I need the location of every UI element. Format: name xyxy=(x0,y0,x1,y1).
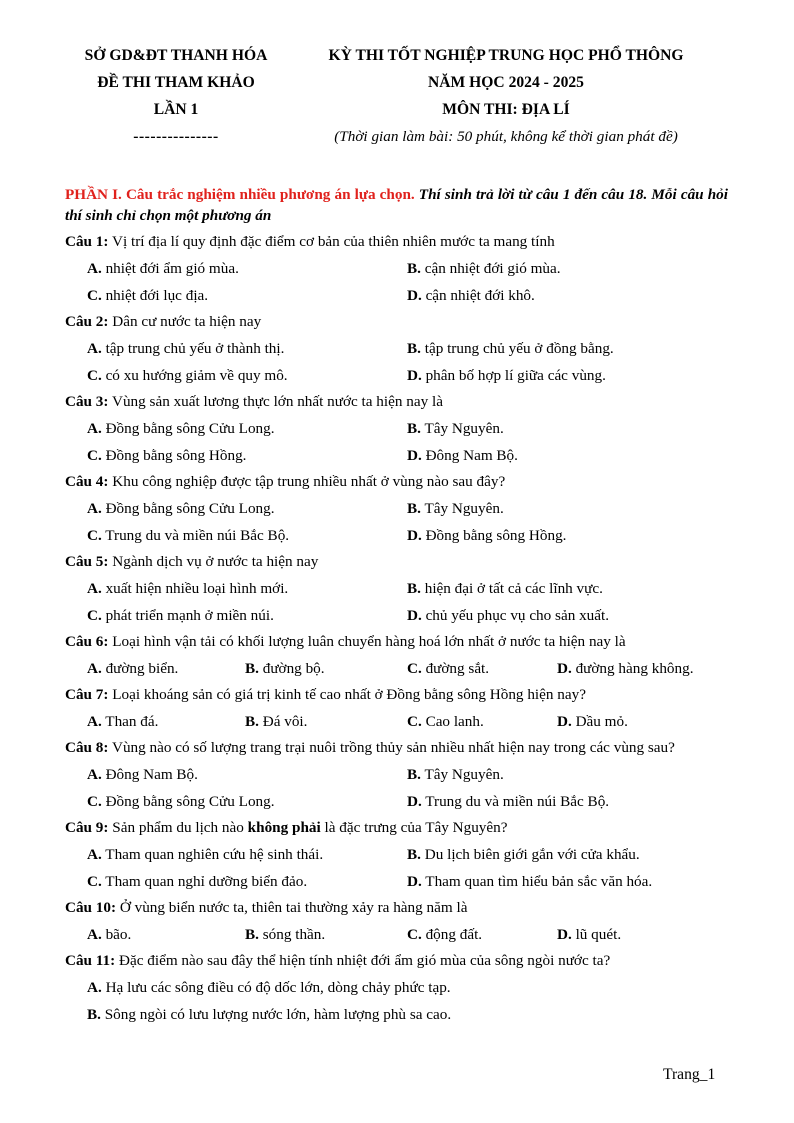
question-3: Câu 3: Vùng sản xuất lương thực lớn nhất nước ta hiện nay là xyxy=(65,393,443,410)
option-c[interactable]: C. nhiệt đới lục địa. xyxy=(87,287,209,304)
option-b[interactable]: B. đường bộ. xyxy=(245,660,325,677)
question-7: Câu 7: Loại khoáng sản có giá trị kinh tế cao nhất ở Đồng bằng sông Hồng hiện nay? xyxy=(65,686,586,703)
option-b[interactable]: B. Tây Nguyên. xyxy=(407,766,504,783)
exam-title: KỲ THI TỐT NGHIỆP TRUNG HỌC PHỔ THÔNG xyxy=(328,47,684,64)
answer-row xyxy=(65,655,728,682)
answer-row xyxy=(65,362,728,389)
option-b[interactable]: B. Tây Nguyên. xyxy=(407,500,504,517)
department-name: SỞ GD&ĐT THANH HÓA xyxy=(84,47,268,64)
option-b[interactable]: B. Sông ngòi có lưu lượng nước lớn, hàm lượng phù sa cao. xyxy=(87,1006,452,1023)
exam-type: ĐỀ THI THAM KHẢO xyxy=(97,74,255,91)
option-c[interactable]: C. Đồng bằng sông Hồng. xyxy=(87,447,247,464)
option-a[interactable]: A. Than đá. xyxy=(87,713,159,730)
exam-header xyxy=(0,47,794,155)
question-9: Câu 9: Sản phẩm du lịch nào không phải là đặc trưng của Tây Nguyên? xyxy=(65,819,508,836)
option-b[interactable]: B. hiện đại ở tất cả các lĩnh vực. xyxy=(407,580,603,597)
option-c[interactable]: C. Đồng bằng sông Cửu Long. xyxy=(87,793,275,810)
question-5: Câu 5: Ngành dịch vụ ở nước ta hiện nay xyxy=(65,553,319,570)
option-b[interactable]: B. cận nhiệt đới gió mùa. xyxy=(407,260,561,277)
answer-row xyxy=(65,974,728,1001)
school-year: NĂM HỌC 2024 - 2025 xyxy=(428,74,584,91)
answer-row xyxy=(65,282,728,309)
answer-row xyxy=(65,761,728,788)
answer-row xyxy=(65,255,728,282)
option-a[interactable]: A. Đồng bằng sông Cửu Long. xyxy=(87,420,275,437)
option-c[interactable]: C. phát triển mạnh ở miền núi. xyxy=(87,607,274,624)
question-10: Câu 10: Ở vùng biển nước ta, thiên tai thường xảy ra hàng năm là xyxy=(65,899,468,916)
subject: MÔN THI: ĐỊA LÍ xyxy=(442,101,570,118)
option-c[interactable]: C. đường sắt. xyxy=(407,660,490,677)
option-d[interactable]: D. đường hàng không. xyxy=(557,660,694,677)
option-a[interactable]: A. xuất hiện nhiều loại hình mới. xyxy=(87,580,289,597)
answer-row xyxy=(65,442,728,469)
option-d[interactable]: D. Dầu mỏ. xyxy=(557,713,628,730)
part-instruction: Thí sinh trả lời từ câu 1 đến câu 18. Mỗi câu hỏi thí sinh chỉ chọn một phương án xyxy=(65,186,728,224)
option-a[interactable]: A. Đông Nam Bộ. xyxy=(87,766,198,783)
part-title: PHẦN I. Câu trắc nghiệm nhiều phương án lựa chọn. xyxy=(65,186,415,203)
option-a[interactable]: A. đường biển. xyxy=(87,660,179,677)
exam-round: LẦN 1 xyxy=(153,101,199,118)
option-d[interactable]: D. phân bố hợp lí giữa các vùng. xyxy=(407,367,606,384)
part-heading xyxy=(65,184,728,226)
option-c[interactable]: C. Cao lanh. xyxy=(407,713,484,730)
option-d[interactable]: D. Tham quan tìm hiểu bản sắc văn hóa. xyxy=(407,873,653,890)
question-1: Câu 1: Vị trí địa lí quy định đặc điểm cơ bản của thiên nhiên mước ta mang tính xyxy=(65,233,555,250)
option-a[interactable]: A. bão. xyxy=(87,926,132,943)
question-8: Câu 8: Vùng nào có số lượng trang trại nuôi trồng thủy sản nhiều nhất hiện nay trong các vùng sau? xyxy=(65,739,675,756)
answer-row xyxy=(65,575,728,602)
option-c[interactable]: C. Trung du và miền núi Bắc Bộ. xyxy=(87,527,290,544)
option-a[interactable]: A. Hạ lưu các sông điều có độ dốc lớn, dòng chảy phức tạp. xyxy=(87,979,451,996)
option-b[interactable]: B. Tây Nguyên. xyxy=(407,420,504,437)
option-b[interactable]: B. Du lịch biên giới gắn với cửa khẩu. xyxy=(407,846,640,863)
time-note: (Thời gian làm bài: 50 phút, không kể thời gian phát đề) xyxy=(334,128,678,145)
option-d[interactable]: D. cận nhiệt đới khô. xyxy=(407,287,535,304)
option-a[interactable]: A. Tham quan nghiên cứu hệ sinh thái. xyxy=(87,846,324,863)
question-6: Câu 6: Loại hình vận tải có khối lượng luân chuyển hàng hoá lớn nhất ở nước ta hiện nay là xyxy=(65,633,626,650)
answer-row xyxy=(65,522,728,549)
option-d[interactable]: D. Trung du và miền núi Bắc Bộ. xyxy=(407,793,610,810)
option-b[interactable]: B. sóng thần. xyxy=(245,926,326,943)
question-2: Câu 2: Dân cư nước ta hiện nay xyxy=(65,313,262,330)
option-c[interactable]: C. Tham quan nghỉ dưỡng biển đảo. xyxy=(87,873,308,890)
option-b[interactable]: B. Đá vôi. xyxy=(245,713,308,730)
answer-row xyxy=(65,921,728,948)
page-number: Trang_1 xyxy=(663,1066,716,1083)
exam-content xyxy=(65,184,728,1028)
question-4: Câu 4: Khu công nghiệp được tập trung nhiều nhất ở vùng nào sau đây? xyxy=(65,473,506,490)
option-a[interactable]: A. nhiệt đới ẩm gió mùa. xyxy=(87,260,239,277)
answer-row xyxy=(65,708,728,735)
answer-row xyxy=(65,415,728,442)
option-d[interactable]: D. lũ quét. xyxy=(557,926,622,943)
answer-row xyxy=(65,1001,728,1028)
option-a[interactable]: A. tập trung chủ yếu ở thành thị. xyxy=(87,340,285,357)
answer-row xyxy=(65,495,728,522)
option-d[interactable]: D. Đồng bằng sông Hồng. xyxy=(407,527,567,544)
answer-row xyxy=(65,335,728,362)
answer-row xyxy=(65,868,728,895)
answer-row xyxy=(65,841,728,868)
option-a[interactable]: A. Đồng bằng sông Cửu Long. xyxy=(87,500,275,517)
option-d[interactable]: D. Đông Nam Bộ. xyxy=(407,447,518,464)
header-divider: --------------- xyxy=(133,128,219,145)
answer-row xyxy=(65,788,728,815)
option-c[interactable]: C. có xu hướng giảm về quy mô. xyxy=(87,367,288,384)
option-d[interactable]: D. chủ yếu phục vụ cho sản xuất. xyxy=(407,607,610,624)
option-b[interactable]: B. tập trung chủ yếu ở đồng bằng. xyxy=(407,340,614,357)
option-c[interactable]: C. động đất. xyxy=(407,926,483,943)
question-11: Câu 11: Đặc điểm nào sau đây thể hiện tính nhiệt đới ẩm gió mùa của sông ngòi nước ta? xyxy=(65,952,611,969)
answer-row xyxy=(65,602,728,629)
